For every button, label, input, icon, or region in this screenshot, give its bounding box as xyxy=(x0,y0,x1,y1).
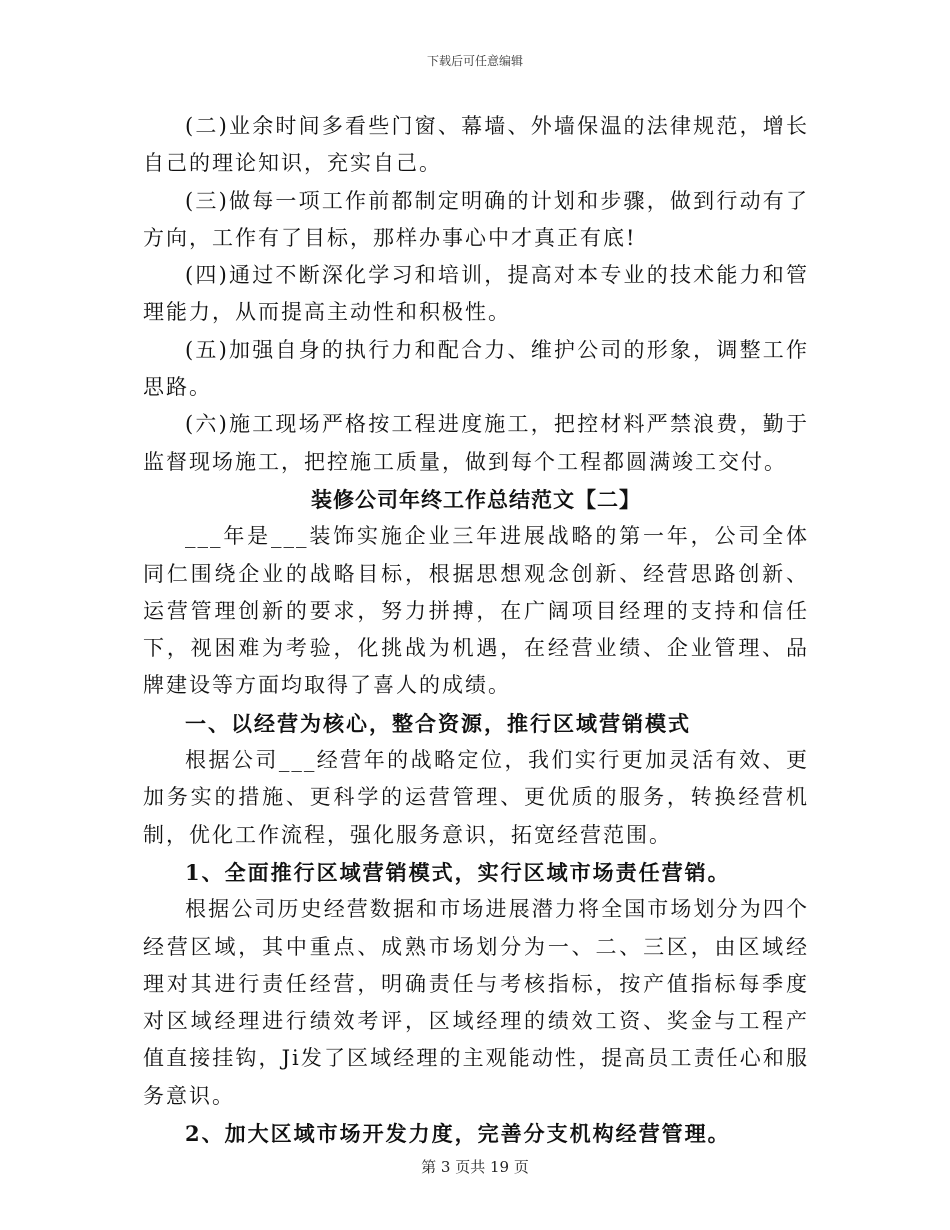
paragraph-1: 根据公司___经营年的战略定位，我们实行更加灵活有效、更加务实的措施、更科学的运营管理、更优质的服务，转换经营机制，优化工作流程，强化服务意识，拓宽经营范围。 xyxy=(143,748,809,847)
section-title: 装修公司年终工作总结范文【二】 xyxy=(311,486,641,512)
page-footer: 第 3 页共 19 页 xyxy=(421,1158,529,1176)
subheading-1: 1、全面推行区域营销模式，实行区域市场责任营销。 xyxy=(185,859,731,885)
list-item: (四)通过不断深化学习和培训，提高对本专业的技术能力和管理能力，从而提高主动性和积极性。 xyxy=(143,263,809,325)
paragraph-2: 根据公司历史经营数据和市场进展潜力将全国市场划分为四个经营区域，其中重点、成熟市场划分为一、二、三区，由区域经理对其进行责任经营，明确责任与考核指标，按产值指标每季度对区域经理进行绩效考评，区域经理的绩效工资、奖金与工程产值直接挂钩，Ji发了区域经理的主观能动性，提高员工责任心和服务意识。 xyxy=(143,897,809,1108)
document-body xyxy=(143,108,809,1152)
list-item: (六)施工现场严格按工程进度施工，把控材料严禁浪费，勤于监督现场施工，把控施工质量，做到每个工程都圆满竣工交付。 xyxy=(143,412,809,474)
subheading-2: 2、加大区域市场开发力度，完善分支机构经营管理。 xyxy=(185,1121,731,1147)
list-item: (三)做每一项工作前都制定明确的计划和步骤，做到行动有了方向，工作有了目标，那样办事心中才真正有底! xyxy=(143,188,809,250)
list-item: (二)业余时间多看些门窗、幕墙、外墙保温的法律规范，增长自己的理论知识，充实自己。 xyxy=(143,114,809,176)
page-header: 下载后可任意编辑 xyxy=(426,54,523,68)
heading-1: 一、以经营为核心，整合资源，推行区域营销模式 xyxy=(185,710,691,736)
intro-paragraph: ___年是___装饰实施企业三年进展战略的第一年，公司全体同仁围绕企业的战略目标，根据思想观念创新、经营思路创新、运营管理创新的要求，努力拼搏，在广阔项目经理的支持和信任下，视困难为考验，化挑战为机遇，在经营业绩、企业管理、品牌建设等方面均取得了喜人的成绩。 xyxy=(143,524,809,698)
list-item: (五)加强自身的执行力和配合力、维护公司的形象，调整工作思路。 xyxy=(143,337,809,400)
